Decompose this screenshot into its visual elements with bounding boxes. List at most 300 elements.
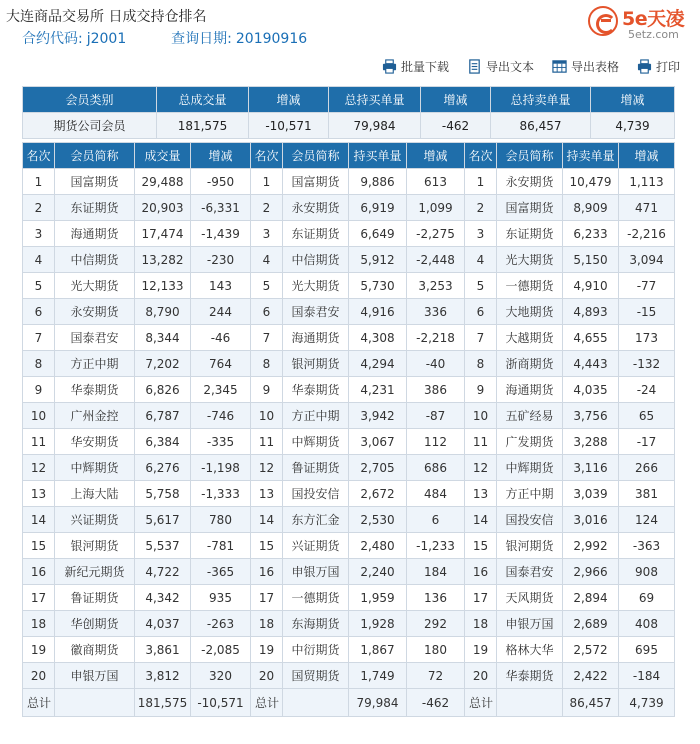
volume-cell: 13,282 (135, 247, 191, 273)
buy-change-cell: 292 (407, 611, 465, 637)
total-buy-change: -462 (407, 689, 465, 717)
buy-volume-cell: 5,912 (349, 247, 407, 273)
member-name-cell: 方正中期 (55, 351, 135, 377)
member-name-cell: 新纪元期货 (55, 559, 135, 585)
summary-header-cell: 总持买单量 (329, 87, 421, 113)
summary-row (23, 113, 675, 139)
member-name-cell: 国泰君安 (497, 559, 563, 585)
member-name-cell: 大越期货 (497, 325, 563, 351)
rank-cell: 18 (465, 611, 497, 637)
sell-change-cell: -132 (619, 351, 675, 377)
volume-cell: 6,384 (135, 429, 191, 455)
volume-change-cell: 2,345 (191, 377, 251, 403)
member-name-cell: 中信期货 (55, 247, 135, 273)
table-row (23, 273, 675, 299)
sell-change-cell: 1,113 (619, 169, 675, 195)
sell-change-cell: -17 (619, 429, 675, 455)
sell-change-cell: -15 (619, 299, 675, 325)
rank-cell: 8 (465, 351, 497, 377)
member-name-cell: 永安期货 (55, 299, 135, 325)
total-cell (283, 689, 349, 717)
total-row (23, 689, 675, 717)
sell-volume-cell: 3,016 (563, 507, 619, 533)
export-table-label: 导出表格 (570, 59, 619, 74)
rank-cell: 19 (251, 637, 283, 663)
buy-change-cell: 484 (407, 481, 465, 507)
sell-change-cell: 69 (619, 585, 675, 611)
table-row (23, 533, 675, 559)
buy-volume-cell: 1,928 (349, 611, 407, 637)
member-name-cell: 银河期货 (283, 351, 349, 377)
buy-volume-cell: 2,672 (349, 481, 407, 507)
rank-cell: 1 (465, 169, 497, 195)
volume-change-cell: 143 (191, 273, 251, 299)
rank-cell: 4 (23, 247, 55, 273)
rank-cell: 17 (23, 585, 55, 611)
member-name-cell: 中辉期货 (283, 429, 349, 455)
member-name-cell: 兴证期货 (55, 507, 135, 533)
printer-icon (637, 59, 652, 74)
volume-change-cell: 320 (191, 663, 251, 689)
member-name-cell: 光大期货 (283, 273, 349, 299)
ranking-table (22, 142, 675, 717)
volume-cell: 5,758 (135, 481, 191, 507)
rank-cell: 7 (23, 325, 55, 351)
rank-cell: 1 (251, 169, 283, 195)
volume-cell: 17,474 (135, 221, 191, 247)
export-text-label: 导出文本 (485, 59, 534, 74)
sell-change-cell: -184 (619, 663, 675, 689)
sell-volume-cell: 4,655 (563, 325, 619, 351)
column-header: 会员简称 (55, 143, 135, 169)
total-cell (55, 689, 135, 717)
table-icon (552, 59, 567, 74)
sell-change-cell: -77 (619, 273, 675, 299)
total-volume: 181,575 (135, 689, 191, 717)
volume-cell: 7,202 (135, 351, 191, 377)
member-name-cell: 格林大华 (497, 637, 563, 663)
rank-cell: 4 (251, 247, 283, 273)
sell-volume-cell: 2,992 (563, 533, 619, 559)
total-cell (497, 689, 563, 717)
volume-change-cell: -1,333 (191, 481, 251, 507)
member-name-cell: 华泰期货 (283, 377, 349, 403)
buy-change-cell: -1,233 (407, 533, 465, 559)
ranking-body (23, 169, 675, 689)
member-name-cell: 广州金控 (55, 403, 135, 429)
buy-volume-cell: 1,959 (349, 585, 407, 611)
buy-volume-cell: 3,942 (349, 403, 407, 429)
rank-cell: 19 (23, 637, 55, 663)
volume-change-cell: 780 (191, 507, 251, 533)
contract-label: 合约代码: (22, 31, 83, 47)
volume-cell: 8,790 (135, 299, 191, 325)
rank-cell: 12 (465, 455, 497, 481)
total-label: 总计 (23, 689, 55, 717)
rank-cell: 11 (251, 429, 283, 455)
volume-cell: 3,861 (135, 637, 191, 663)
volume-cell: 5,617 (135, 507, 191, 533)
sell-change-cell: 408 (619, 611, 675, 637)
sell-change-cell: 266 (619, 455, 675, 481)
table-row (23, 507, 675, 533)
sell-volume-cell: 4,910 (563, 273, 619, 299)
rank-cell: 15 (251, 533, 283, 559)
member-name-cell: 东证期货 (283, 221, 349, 247)
buy-change-cell: 336 (407, 299, 465, 325)
rank-cell: 15 (23, 533, 55, 559)
member-name-cell: 华泰期货 (497, 663, 563, 689)
rank-cell: 14 (251, 507, 283, 533)
sell-change-cell: 65 (619, 403, 675, 429)
rank-cell: 5 (23, 273, 55, 299)
table-row (23, 377, 675, 403)
member-name-cell: 东证期货 (497, 221, 563, 247)
rank-cell: 17 (465, 585, 497, 611)
volume-cell: 3,812 (135, 663, 191, 689)
member-name-cell: 鲁证期货 (55, 585, 135, 611)
buy-change-cell: 6 (407, 507, 465, 533)
rank-cell: 5 (465, 273, 497, 299)
table-row (23, 585, 675, 611)
table-row (23, 559, 675, 585)
volume-cell: 6,787 (135, 403, 191, 429)
rank-cell: 12 (23, 455, 55, 481)
buy-volume-cell: 2,240 (349, 559, 407, 585)
buy-volume-cell: 5,730 (349, 273, 407, 299)
rank-cell: 2 (465, 195, 497, 221)
sell-change-cell: 695 (619, 637, 675, 663)
logo-mark-icon (588, 6, 618, 36)
rank-cell: 7 (251, 325, 283, 351)
member-name-cell: 华创期货 (55, 611, 135, 637)
member-name-cell: 永安期货 (497, 169, 563, 195)
rank-cell: 11 (465, 429, 497, 455)
rank-cell: 20 (23, 663, 55, 689)
sell-volume-cell: 5,150 (563, 247, 619, 273)
column-header: 增减 (619, 143, 675, 169)
member-name-cell: 国贸期货 (283, 663, 349, 689)
volume-change-cell: -46 (191, 325, 251, 351)
buy-volume-cell: 4,294 (349, 351, 407, 377)
rank-cell: 14 (23, 507, 55, 533)
rank-cell: 20 (251, 663, 283, 689)
summary-table (22, 86, 675, 139)
member-name-cell: 光大期货 (497, 247, 563, 273)
volume-change-cell: 764 (191, 351, 251, 377)
rank-cell: 9 (465, 377, 497, 403)
ranking-header-row (23, 143, 675, 169)
sell-volume-cell: 3,288 (563, 429, 619, 455)
rank-cell: 10 (251, 403, 283, 429)
sell-volume-cell: 3,756 (563, 403, 619, 429)
member-name-cell: 方正中期 (497, 481, 563, 507)
export-table-button[interactable] (552, 56, 619, 76)
rank-cell: 18 (23, 611, 55, 637)
sell-volume-cell: 10,479 (563, 169, 619, 195)
print-label: 打印 (655, 59, 680, 74)
total-sell: 86,457 (563, 689, 619, 717)
page-title: 大连商品交易所 日成交持仓排名 (6, 9, 207, 25)
volume-change-cell: -1,198 (191, 455, 251, 481)
member-name-cell: 中辉期货 (55, 455, 135, 481)
buy-change-cell: 184 (407, 559, 465, 585)
volume-change-cell: -335 (191, 429, 251, 455)
column-header: 增减 (191, 143, 251, 169)
rank-cell: 3 (23, 221, 55, 247)
sell-volume-cell: 2,572 (563, 637, 619, 663)
buy-change-cell: 72 (407, 663, 465, 689)
volume-change-cell: -746 (191, 403, 251, 429)
table-row (23, 169, 675, 195)
buy-volume-cell: 1,867 (349, 637, 407, 663)
member-name-cell: 中辉期货 (497, 455, 563, 481)
volume-cell: 29,488 (135, 169, 191, 195)
document-icon (467, 59, 482, 74)
sell-volume-cell: 3,116 (563, 455, 619, 481)
rank-cell: 15 (465, 533, 497, 559)
member-name-cell: 一德期货 (283, 585, 349, 611)
buy-change-cell: 136 (407, 585, 465, 611)
summary-cell: 期货公司会员 (23, 113, 157, 139)
buy-volume-cell: 9,886 (349, 169, 407, 195)
sell-change-cell: 3,094 (619, 247, 675, 273)
rank-cell: 13 (465, 481, 497, 507)
buy-change-cell: 1,099 (407, 195, 465, 221)
rank-cell: 16 (465, 559, 497, 585)
volume-change-cell: -365 (191, 559, 251, 585)
rank-cell: 7 (465, 325, 497, 351)
contract-value: j2001 (86, 31, 127, 47)
member-name-cell: 国富期货 (55, 169, 135, 195)
member-name-cell: 华泰期货 (55, 377, 135, 403)
printer-download-icon (382, 59, 397, 74)
buy-change-cell: -2,275 (407, 221, 465, 247)
rank-cell: 6 (23, 299, 55, 325)
member-name-cell: 国投安信 (497, 507, 563, 533)
table-row (23, 481, 675, 507)
member-name-cell: 光大期货 (55, 273, 135, 299)
buy-change-cell: 613 (407, 169, 465, 195)
member-name-cell: 海通期货 (283, 325, 349, 351)
column-header: 增减 (407, 143, 465, 169)
member-name-cell: 中衍期货 (283, 637, 349, 663)
member-name-cell: 方正中期 (283, 403, 349, 429)
sell-volume-cell: 8,909 (563, 195, 619, 221)
member-name-cell: 国泰君安 (55, 325, 135, 351)
logo-domain: 5etz.com (628, 28, 679, 41)
summary-header-cell: 总持卖单量 (491, 87, 591, 113)
volume-change-cell: -950 (191, 169, 251, 195)
table-row (23, 221, 675, 247)
sell-volume-cell: 2,966 (563, 559, 619, 585)
table-row (23, 637, 675, 663)
sell-change-cell: 124 (619, 507, 675, 533)
sell-change-cell: 471 (619, 195, 675, 221)
buy-change-cell: -2,448 (407, 247, 465, 273)
column-header: 持卖单量 (563, 143, 619, 169)
volume-cell: 20,903 (135, 195, 191, 221)
rank-cell: 6 (251, 299, 283, 325)
rank-cell: 18 (251, 611, 283, 637)
summary-header-cell: 总成交量 (157, 87, 249, 113)
total-volume-change: -10,571 (191, 689, 251, 717)
volume-change-cell: -781 (191, 533, 251, 559)
volume-cell: 4,342 (135, 585, 191, 611)
volume-cell: 6,826 (135, 377, 191, 403)
member-name-cell: 银河期货 (497, 533, 563, 559)
logo-text: 5e天凌 (622, 8, 685, 30)
buy-volume-cell: 2,530 (349, 507, 407, 533)
member-name-cell: 申银万国 (497, 611, 563, 637)
buy-change-cell: 3,253 (407, 273, 465, 299)
buy-change-cell: 112 (407, 429, 465, 455)
buy-volume-cell: 2,705 (349, 455, 407, 481)
volume-change-cell: 244 (191, 299, 251, 325)
buy-volume-cell: 6,649 (349, 221, 407, 247)
sell-change-cell: -2,216 (619, 221, 675, 247)
member-name-cell: 东方汇金 (283, 507, 349, 533)
member-name-cell: 五矿经易 (497, 403, 563, 429)
rank-cell: 16 (251, 559, 283, 585)
volume-cell: 8,344 (135, 325, 191, 351)
table-row (23, 455, 675, 481)
table-row (23, 403, 675, 429)
query-info (22, 28, 311, 48)
total-label: 总计 (465, 689, 497, 717)
sell-volume-cell: 2,422 (563, 663, 619, 689)
rank-cell: 13 (251, 481, 283, 507)
rank-cell: 20 (465, 663, 497, 689)
member-name-cell: 海通期货 (497, 377, 563, 403)
summary-cell: 4,739 (591, 113, 675, 139)
buy-volume-cell: 6,919 (349, 195, 407, 221)
summary-header-cell: 增减 (421, 87, 491, 113)
volume-cell: 4,722 (135, 559, 191, 585)
volume-cell: 12,133 (135, 273, 191, 299)
toolbar (382, 56, 680, 76)
summary-header-cell: 增减 (591, 87, 675, 113)
buy-volume-cell: 4,231 (349, 377, 407, 403)
column-header: 名次 (251, 143, 283, 169)
table-row (23, 299, 675, 325)
rank-cell: 1 (23, 169, 55, 195)
rank-cell: 12 (251, 455, 283, 481)
batch-download-button[interactable] (382, 56, 449, 76)
rank-cell: 2 (251, 195, 283, 221)
volume-change-cell: -263 (191, 611, 251, 637)
summary-header-cell: 会员类别 (23, 87, 157, 113)
member-name-cell: 永安期货 (283, 195, 349, 221)
member-name-cell: 鲁证期货 (283, 455, 349, 481)
rank-cell: 10 (23, 403, 55, 429)
member-name-cell: 国富期货 (497, 195, 563, 221)
total-sell-change: 4,739 (619, 689, 675, 717)
site-logo[interactable] (588, 4, 696, 42)
table-row (23, 611, 675, 637)
rank-cell: 3 (465, 221, 497, 247)
member-name-cell: 申银万国 (55, 663, 135, 689)
member-name-cell: 上海大陆 (55, 481, 135, 507)
rank-cell: 9 (23, 377, 55, 403)
member-name-cell: 国泰君安 (283, 299, 349, 325)
member-name-cell: 中信期货 (283, 247, 349, 273)
volume-change-cell: 935 (191, 585, 251, 611)
rank-cell: 19 (465, 637, 497, 663)
volume-cell: 5,537 (135, 533, 191, 559)
member-name-cell: 大地期货 (497, 299, 563, 325)
sell-change-cell: 381 (619, 481, 675, 507)
summary-header-row (23, 87, 675, 113)
sell-volume-cell: 4,443 (563, 351, 619, 377)
rank-cell: 10 (465, 403, 497, 429)
sell-volume-cell: 2,894 (563, 585, 619, 611)
column-header: 会员简称 (497, 143, 563, 169)
column-header: 名次 (23, 143, 55, 169)
member-name-cell: 申银万国 (283, 559, 349, 585)
sell-volume-cell: 6,233 (563, 221, 619, 247)
summary-cell: 79,984 (329, 113, 421, 139)
table-row (23, 351, 675, 377)
rank-cell: 2 (23, 195, 55, 221)
column-header: 会员简称 (283, 143, 349, 169)
table-row (23, 663, 675, 689)
sell-change-cell: -24 (619, 377, 675, 403)
buy-volume-cell: 3,067 (349, 429, 407, 455)
sell-volume-cell: 3,039 (563, 481, 619, 507)
export-text-button[interactable] (467, 56, 534, 76)
sell-change-cell: -363 (619, 533, 675, 559)
sell-change-cell: 173 (619, 325, 675, 351)
buy-volume-cell: 4,916 (349, 299, 407, 325)
table-row (23, 195, 675, 221)
date-value: 20190916 (235, 31, 308, 47)
rank-cell: 3 (251, 221, 283, 247)
member-name-cell: 一德期货 (497, 273, 563, 299)
summary-cell: 86,457 (491, 113, 591, 139)
rank-cell: 13 (23, 481, 55, 507)
volume-cell: 6,276 (135, 455, 191, 481)
member-name-cell: 海通期货 (55, 221, 135, 247)
rank-cell: 9 (251, 377, 283, 403)
buy-volume-cell: 1,749 (349, 663, 407, 689)
rank-cell: 8 (23, 351, 55, 377)
member-name-cell: 东证期货 (55, 195, 135, 221)
rank-cell: 6 (465, 299, 497, 325)
print-button[interactable] (637, 56, 680, 76)
member-name-cell: 东海期货 (283, 611, 349, 637)
member-name-cell: 银河期货 (55, 533, 135, 559)
rank-cell: 4 (465, 247, 497, 273)
summary-cell: 181,575 (157, 113, 249, 139)
sell-volume-cell: 4,893 (563, 299, 619, 325)
sell-volume-cell: 2,689 (563, 611, 619, 637)
buy-change-cell: -40 (407, 351, 465, 377)
buy-change-cell: 180 (407, 637, 465, 663)
total-buy: 79,984 (349, 689, 407, 717)
column-header: 持买单量 (349, 143, 407, 169)
member-name-cell: 广发期货 (497, 429, 563, 455)
rank-cell: 5 (251, 273, 283, 299)
volume-change-cell: -6,331 (191, 195, 251, 221)
buy-volume-cell: 2,480 (349, 533, 407, 559)
rank-cell: 17 (251, 585, 283, 611)
volume-cell: 4,037 (135, 611, 191, 637)
date-label: 查询日期: (171, 31, 232, 47)
batch-download-label: 批量下载 (400, 59, 449, 74)
table-row (23, 429, 675, 455)
member-name-cell: 天风期货 (497, 585, 563, 611)
